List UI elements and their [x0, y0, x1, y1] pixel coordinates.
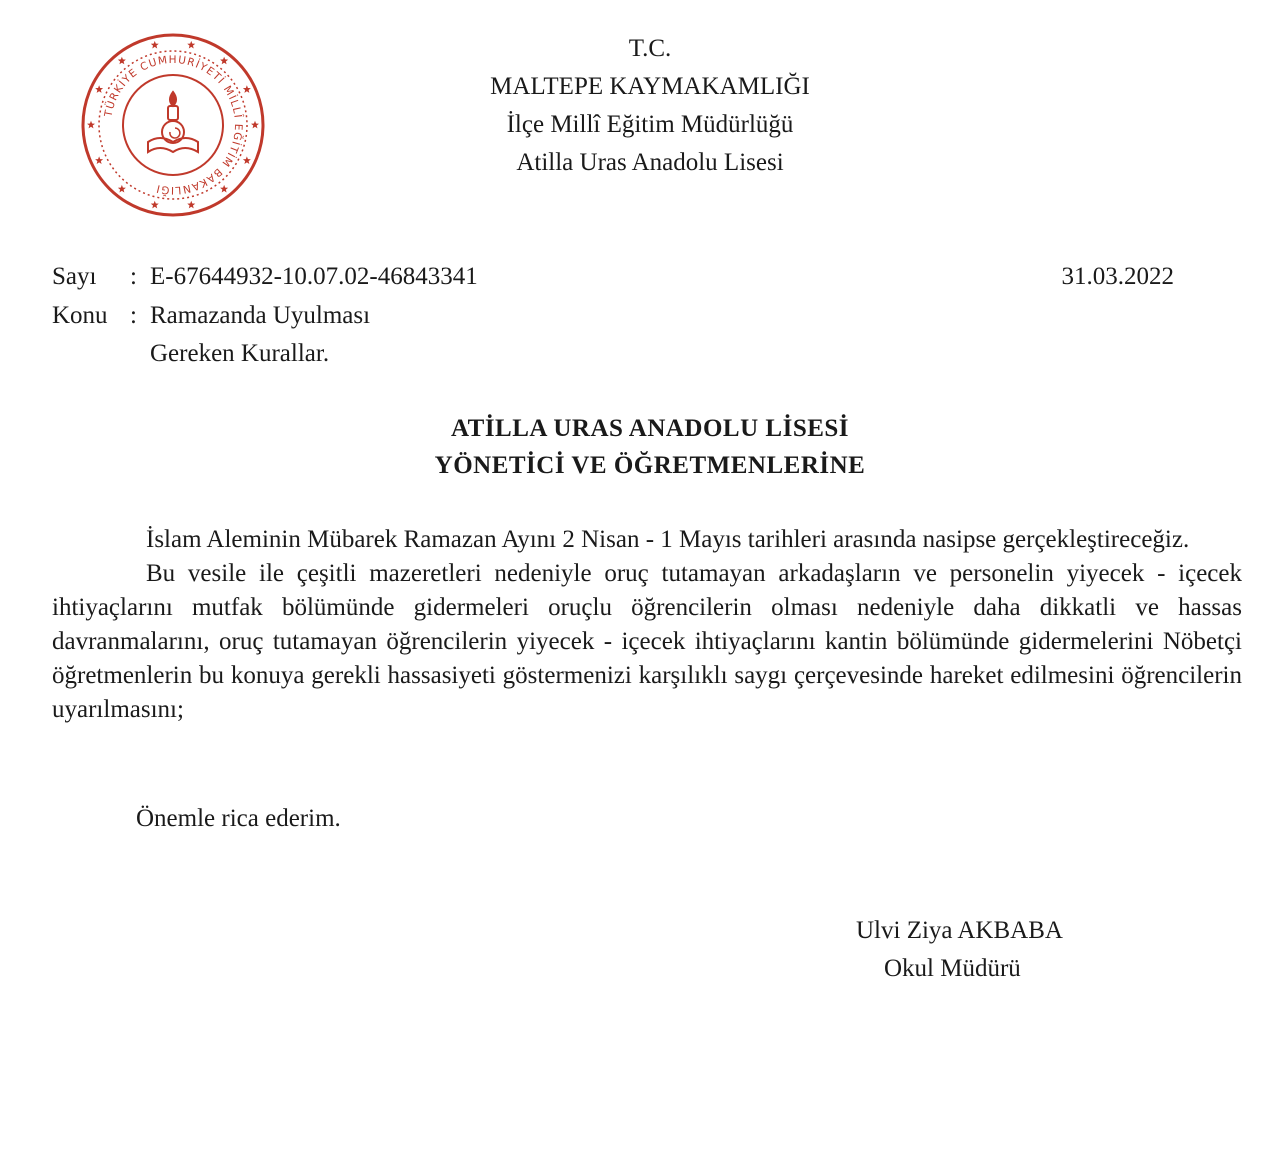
seal-ring-text: TÜRKİYE CUMHURİYETİ MİLLÎ EĞİTİM BAKANLIĞI	[102, 53, 245, 197]
konu-value-line1: Ramazanda Uyulması	[150, 302, 371, 329]
konu-row-cont	[150, 335, 329, 373]
konu-label: Konu	[52, 302, 108, 329]
seal-star-icon	[151, 201, 159, 209]
signatory-name: Ulvi Ziya AKBABA	[856, 917, 1063, 944]
seal-star-icon	[95, 156, 103, 164]
addressee-line1: ATİLLA URAS ANADOLU LİSESİ	[450, 415, 850, 442]
seal-star-icon	[220, 57, 228, 65]
body-paragraph-2: Bu vesile ile çeşitli mazeretleri nedeniyle oruç tutamayan arkadaşların ve personelin yiyecek - içecek ihtiyaçlarını mutfak bölümünde gidermeleri oruçlu öğrencilerin olması nedeniyle daha dikkatli ve hassas davranmalarını, oruç tutamayan öğrencilerin yiyecek - içecek ihtiyaçlarını kantin bölümünde gidermelerini Nöbetçi öğretmenlerin bu konuya gerekli hassasiyeti göstermenizi karşılıklı saygı çerçevesinde hareket edilmesini öğrencilerin uyarılmasını;	[52, 560, 1242, 723]
letterhead-directorate: İlçe Millî Eğitim Müdürlüğü	[506, 111, 794, 138]
letterhead-tc: T.C.	[628, 35, 672, 62]
seal-star-icon	[151, 41, 159, 49]
letterhead	[400, 30, 900, 182]
letter-body	[52, 523, 1242, 727]
closing-line: Önemle rica ederim.	[136, 805, 341, 832]
konu-value-line2: Gereken Kurallar.	[150, 340, 330, 367]
seal-star-icon	[187, 41, 195, 49]
seal-star-icon	[243, 156, 251, 164]
addressee	[300, 410, 1000, 484]
letterhead-governorship: MALTEPE KAYMAKAMLIĞI	[490, 73, 810, 100]
seal-star-icon	[251, 121, 259, 129]
sayi-row	[52, 258, 478, 296]
ministry-seal-logo	[78, 30, 268, 220]
body-paragraph-1: İslam Aleminin Mübarek Ramazan Ayını 2 Nisan - 1 Mayıs tarihleri arasında nasipse gerçekleştireceğiz.	[146, 526, 1190, 553]
seal-emblem-icon	[148, 92, 198, 152]
letterhead-school: Atilla Uras Anadolu Lisesi	[516, 149, 784, 176]
seal-star-icon	[243, 85, 251, 93]
konu-row	[52, 297, 370, 335]
seal-star-icon	[118, 185, 126, 193]
addressee-line2: YÖNETİCİ VE ÖĞRETMENLERİNE	[434, 452, 866, 479]
seal-star-icon	[187, 201, 195, 209]
seal-star-icon	[220, 185, 228, 193]
document-date: 31.03.2022	[1061, 263, 1174, 290]
sayi-value: E-67644932-10.07.02-46843341	[150, 263, 478, 290]
seal-star-icon	[95, 85, 103, 93]
signatory-title: Okul Müdürü	[884, 955, 1021, 982]
seal-star-icon	[118, 57, 126, 65]
signature-block	[856, 912, 1063, 988]
sayi-colon: :	[130, 263, 137, 290]
seal-star-icon	[87, 121, 95, 129]
konu-colon: :	[130, 302, 137, 329]
sayi-label: Sayı	[52, 263, 97, 290]
